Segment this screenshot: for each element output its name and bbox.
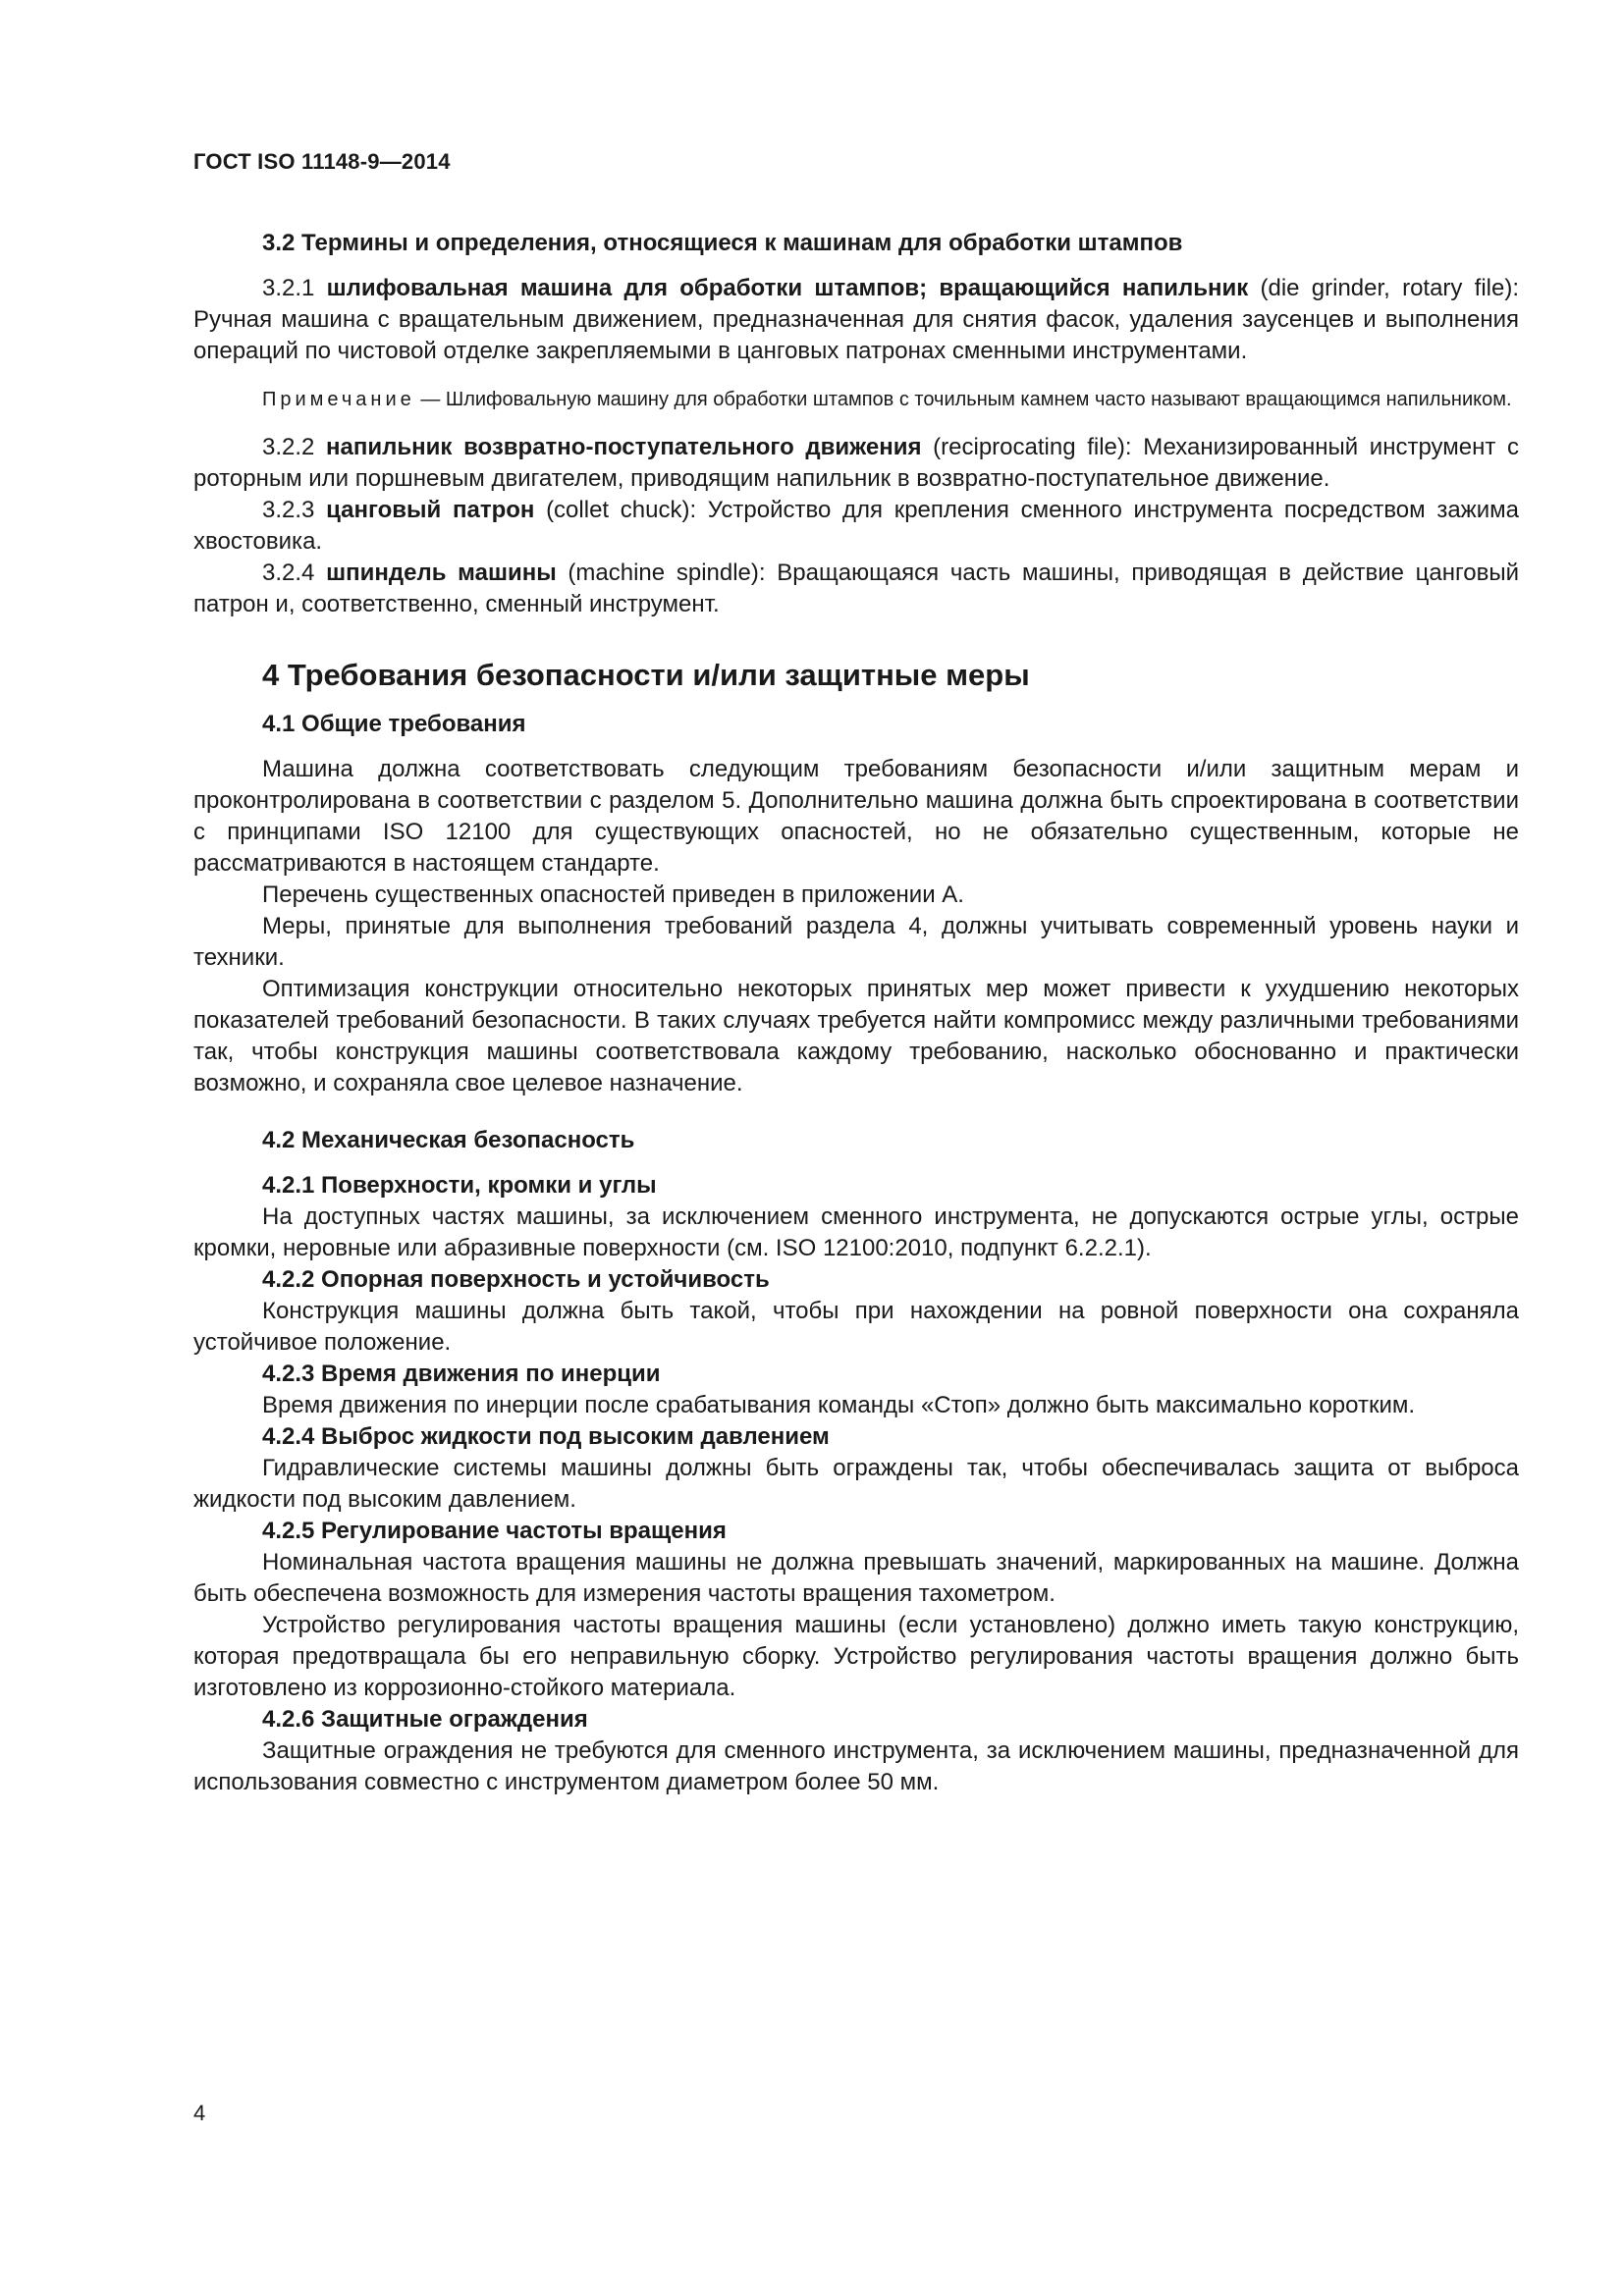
paragraph: Номинальная частота вращения машины не должна превышать значений, маркированных на машине. Должна быть обеспечена возможность для измерения частоты вращения тахометром. xyxy=(193,1549,1519,1607)
term-number: 3.2.1 xyxy=(262,275,327,301)
document-body xyxy=(193,228,1519,1798)
note-3-2-1 xyxy=(193,385,1519,414)
term-definition: (collet chuck): Устройство для крепления сменного инструмента посредством зажима хвостовика. xyxy=(193,497,1519,555)
term-name: шпиндель машины xyxy=(326,560,557,586)
note-text: — Шлифовальную машину для обработки штампов с точильным камнем часто называют вращающимся напильником. xyxy=(414,389,1512,410)
section-4-1-heading: 4.1 Общие требования xyxy=(262,711,526,737)
page-number: 4 xyxy=(193,2101,206,2125)
section-4-2-heading: 4.2 Механическая безопасность xyxy=(262,1127,635,1153)
paragraph: На доступных частях машины, за исключением сменного инструмента, не допускаются острые углы, острые кромки, неровные или абразивные поверхности (см. ISO 12100:2010, подпункт 6.2.2.1). xyxy=(193,1203,1519,1261)
term-number: 3.2.3 xyxy=(262,497,327,523)
term-definition: (machine spindle): Вращающаяся часть машины, приводящая в действие цанговый патрон и, соответственно, сменный инструмент. xyxy=(193,560,1519,617)
term-definition: (reciprocating file): Механизированный инструмент с роторным или поршневым двигателем, приводящим напильник в возвратно-поступательное движение. xyxy=(193,434,1520,492)
section-4-heading: 4 Требования безопасности и/или защитные меры xyxy=(262,658,1030,692)
term-number: 3.2.2 xyxy=(262,434,327,460)
paragraph: Машина должна соответствовать следующим требованиям безопасности и/или защитным мерам и проконтролирована в соответствии с разделом 5. Дополнительно машина должна быть спроектирована в соответствии с принципами ISO 12100 для существующих опасностей, но не обязательно существенным, которые не рассматриваются в настоящем стандарте. xyxy=(193,756,1519,877)
paragraph: Конструкция машины должна быть такой, чтобы при нахождении на ровной поверхности она сохраняла устойчивое положение. xyxy=(193,1298,1519,1356)
term-3-2-2 xyxy=(193,432,1519,495)
paragraph: Устройство регулирования частоты вращения машины (если установлено) должно иметь такую конструкцию, которая предотвращала бы его неправильную сборку. Устройство регулирования частоты вращения должно быть изготовлено из коррозионно-стойкого материала. xyxy=(193,1612,1519,1701)
term-name: цанговый патрон xyxy=(326,497,535,523)
paragraph: Оптимизация конструкции относительно некоторых принятых мер может привести к ухудшению некоторых показателей требований безопасности. В таких случаях требуется найти компромисс между различными требованиями так, чтобы конструкция машины соответствовала каждому требованию, насколько обоснованно и практически возможно, и сохраняла свое целевое назначение. xyxy=(193,976,1519,1096)
term-name: напильник возвратно-поступательного движения xyxy=(326,434,922,460)
section-4-2-2-heading: 4.2.2 Опорная поверхность и устойчивость xyxy=(262,1266,770,1293)
term-3-2-1 xyxy=(193,273,1519,367)
paragraph: Время движения по инерции после срабатывания команды «Стоп» должно быть максимально коротким. xyxy=(262,1392,1416,1418)
paragraph: Меры, принятые для выполнения требований раздела 4, должны учитывать современный уровень науки и техники. xyxy=(193,913,1519,971)
section-4-2-5-heading: 4.2.5 Регулирование частоты вращения xyxy=(262,1518,727,1544)
term-name: шлифовальная машина для обработки штампов; вращающийся напильник xyxy=(326,275,1249,301)
section-4-2-4-heading: 4.2.4 Выброс жидкости под высоким давлением xyxy=(262,1423,830,1450)
document-header: ГОСТ ISO 11148-9—2014 xyxy=(193,149,451,174)
paragraph: Защитные ограждения не требуются для сменного инструмента, за исключением машины, предназначенной для использования совместно с инструментом диаметром более 50 мм. xyxy=(193,1737,1519,1795)
term-3-2-3 xyxy=(193,495,1519,558)
term-definition: (die grinder, rotary file): Ручная машина с вращательным движением, предназначенная для снятия фасок, удаления заусенцев и выполнения операций по чистовой отделке закрепляемыми в цанговых патронах сменными инструментами. xyxy=(193,275,1520,364)
section-3-2-heading: 3.2 Термины и определения, относящиеся к машинам для обработки штампов xyxy=(262,230,1183,256)
section-4-2-6-heading: 4.2.6 Защитные ограждения xyxy=(262,1706,588,1733)
term-3-2-4 xyxy=(193,558,1519,620)
paragraph: Перечень существенных опасностей приведен в приложении А. xyxy=(262,881,964,908)
section-4-2-3-heading: 4.2.3 Время движения по инерции xyxy=(262,1361,661,1387)
term-number: 3.2.4 xyxy=(262,560,327,586)
section-4-2-1-heading: 4.2.1 Поверхности, кромки и углы xyxy=(262,1172,657,1199)
note-label: Примечание xyxy=(262,389,415,410)
paragraph: Гидравлические системы машины должны быть ограждены так, чтобы обеспечивалась защита от выброса жидкости под высоким давлением. xyxy=(193,1455,1519,1513)
